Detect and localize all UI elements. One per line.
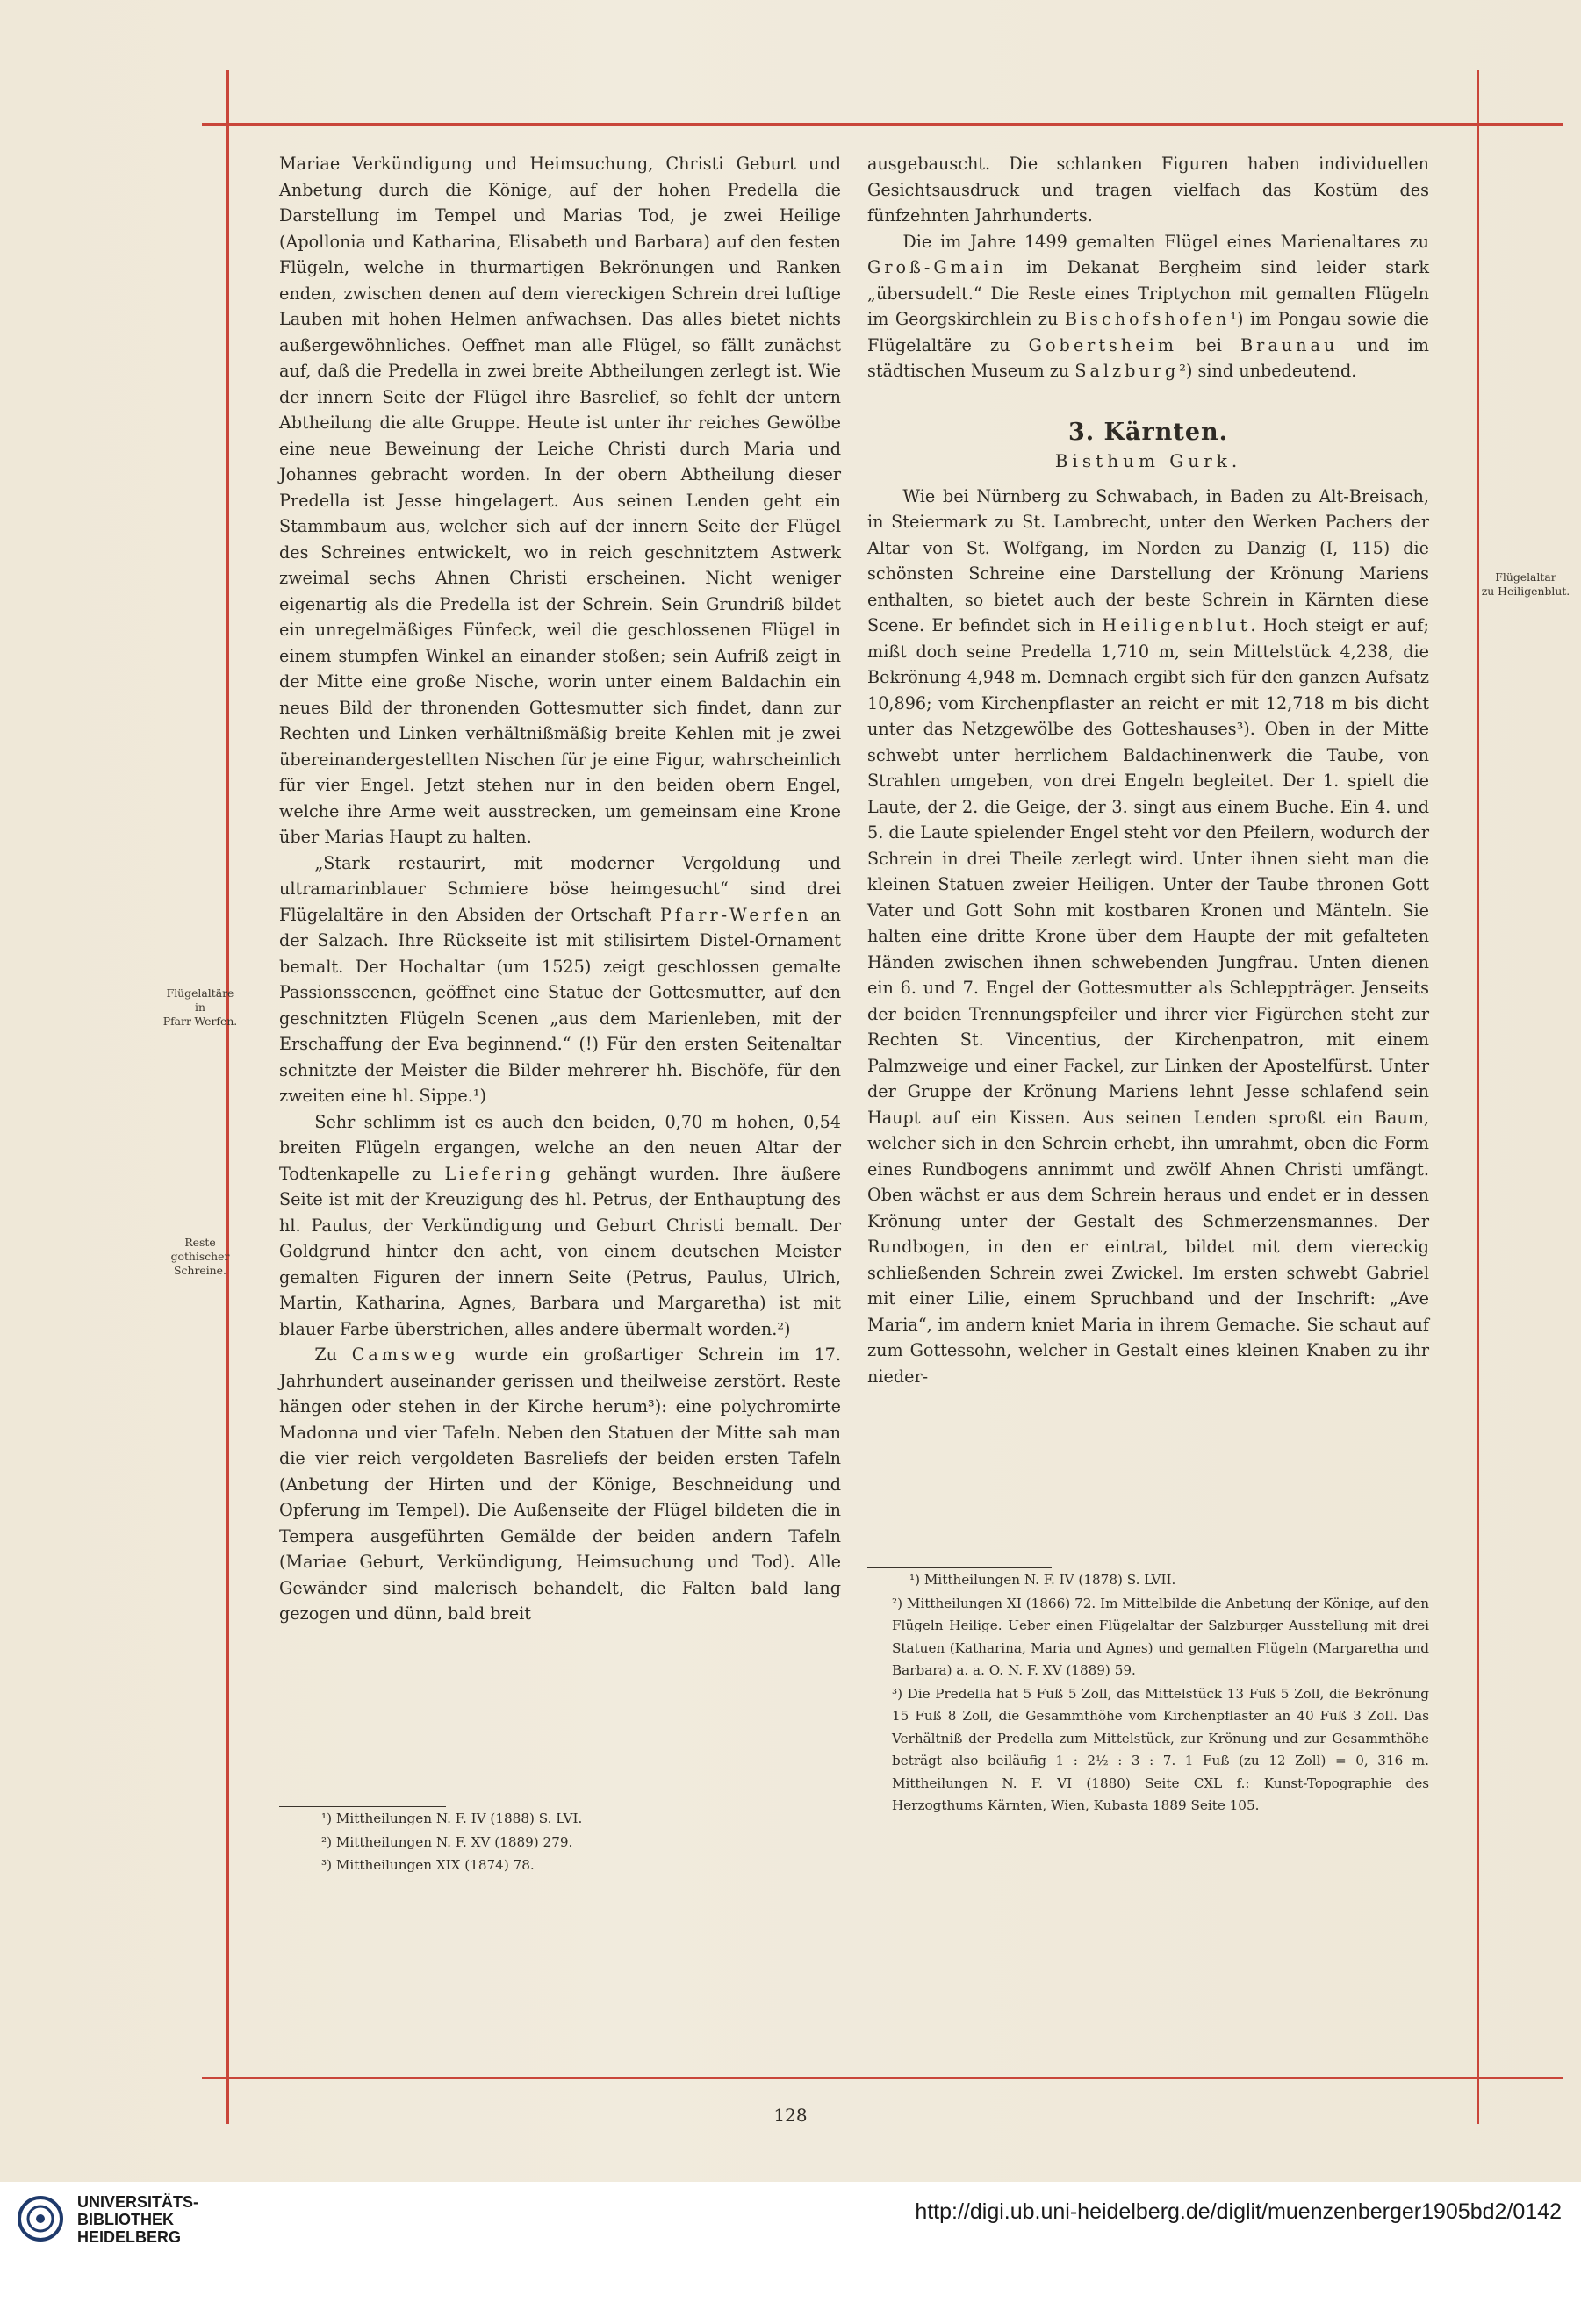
text-run: „Stark restaurirt, mit moderner Vergoldung und ultramarinblauer Schmiere böse heimgesucht“ sind drei Flügelaltäre in den Absiden der Ortschaft: [279, 852, 841, 925]
footnote-divider: [279, 1806, 446, 1807]
margin-note-line: zu Heiligenblut.: [1481, 585, 1570, 598]
margin-note-line: Pfarr-Werfen.: [162, 1015, 238, 1028]
place-name: Pfarr-Werfen: [659, 904, 812, 925]
frame-rule-left: [226, 70, 229, 2124]
paragraph: [279, 1342, 841, 1627]
paragraph: [867, 229, 1429, 384]
paragraph: [279, 1109, 841, 1343]
frame-rule-right: [1477, 70, 1479, 2124]
institution-name: [77, 2193, 198, 2246]
footnote: ²) Mittheilungen XI (1866) 72. Im Mittelbilde die Anbetung der Könige, auf den Flügeln Heilige. Ueber einen Flügelaltar der Salzburger Ausstellung mit drei Statuen (Katharina, Maria und Agnes) und gemalten Flügeln (Margaretha und Barbara) a. a. O. N. F. XV (1889) 59.: [892, 1595, 1429, 1678]
place-name: Bischofshofen: [1064, 309, 1231, 329]
paragraph: ausgebauscht. Die schlanken Figuren haben individuellen Gesichtsausdruck und tragen vielfach das Kostüm des fünfzehnten Jahrhunderts.: [867, 154, 1429, 226]
paragraph: [867, 484, 1429, 1390]
text-run: im Dekanat Bergheim sind leider stark „übersudelt.“ Die Reste eines Triptychon mit gemalten Flügeln im Georgskirchlein zu: [867, 257, 1429, 329]
footnote: ³) Die Predella hat 5 Fuß 5 Zoll, das Mittelstück 13 Fuß 5 Zoll, die Bekrönung 15 Fuß 8 Zoll, die Gesammthöhe vom Kirchenpflaster an 40 Fuß 3 Zoll. Das Verhältniß der Predella zum Mittelstück, zur Krönung und zur Gesammthöhe beträgt also beiläufig 1 : 2½ : 3 : 7. 1 Fuß (zu 12 Zoll) = 0, 316 m. Mittheilungen N. F. VI (1880) Seite CXL f.: Kunst-Topographie des Herzogthums Kärnten, Wien, Kubasta 1889 Seite 105.: [892, 1685, 1429, 1813]
place-name: Groß-Gmain: [867, 257, 1007, 277]
footnote: ³) Mittheilungen XIX (1874) 78.: [321, 1857, 535, 1873]
section-subheading: Bisthum Gurk.: [1054, 450, 1242, 471]
place-name: Camsweg: [351, 1345, 459, 1365]
right-footnotes: [867, 1569, 1429, 1818]
right-column: [867, 151, 1429, 1389]
institution-line: UNIVERSITÄTS-: [77, 2193, 199, 2211]
place-name: Liefering: [444, 1163, 555, 1184]
institution-line: HEIDELBERG: [77, 2228, 182, 2246]
margin-note-line: Reste: [184, 1236, 216, 1249]
paragraph: Mariae Verkündigung und Heimsuchung, Christi Geburt und Anbetung durch die Könige, auf der hohen Predella die Darstellung im Tempel und Marias Tod, je zwei Heilige (Apollonia und Katharina, Elisabeth und Barbara) auf den festen Flügeln, welche in thurmartigen Bekrönungen und Ranken enden, zwischen denen auf dem viereckigen Schrein drei luftige Lauben mit hohen Helmen anfwachsen. Das alles bietet nichts außergewöhnliches. Oeffnet man alle Flügel, so fällt zunächst auf, daß die Predella in zwei breite Abtheilungen zerlegt ist. Wie der innern Seite der Flügel ihre Basrelief, so fehlt der untern Abtheilung die alte Gruppe. Heute ist unter ihr reiches Gewölbe eine neue Beweinung der Leiche Christi durch Maria und Johannes gebracht worden. In der obern Abtheilung dieser Predella ist Jesse hingelagert. Aus seinen Lenden geht ein Stammbaum aus, welcher sich auf der innern Seite der Flügel des Schreines entwickelt, wo in reich geschnitztem Astwerk zweimal sechs Ahnen Christi erscheinen. Nicht weniger eigenartig als die Predella ist der Schrein. Sein Grundriß bildet ein unregelmäßiges Fünfeck, weil die geschlossenen Flügel in einem stumpfen Winkel an einander stoßen; sein Aufriß zeigt in der Mitte eine große Nische, worin unter einem Baldachin ein neues Bild der thronenden Gottesmutter sich findet, dann zur Rechten und Linken verhältnißmäßig breite Kehlen mit je zwei übereinandergestellten Nischen für je eine Figur, wahrscheinlich für vier Engel. Jetzt stehen nur in den beiden obern Engel, welche ihre Arme weit ausstrecken, um gemeinsam eine Krone über Marias Haupt zu halten.: [279, 154, 841, 847]
institution-line: BIBLIOTHEK: [77, 2211, 174, 2228]
place-name: Braunau: [1240, 334, 1339, 355]
paragraph: [279, 850, 841, 1109]
margin-note-line: in: [195, 1001, 205, 1014]
place-name: Heiligenblut: [1102, 615, 1251, 635]
text-run: Zu: [314, 1345, 352, 1365]
margin-note-pfarr-werfen: [147, 986, 253, 1029]
page-number: 128: [773, 2105, 808, 2126]
footnote: ¹) Mittheilungen N. F. IV (1878) S. LVII.: [909, 1572, 1176, 1588]
margin-note-line: Schreine.: [174, 1264, 226, 1277]
margin-note-reste: [147, 1236, 253, 1278]
margin-note-line: Flügelaltäre: [166, 986, 234, 1000]
left-column: [279, 151, 841, 1627]
section-heading: 3. Kärnten.: [1067, 418, 1229, 446]
text-run: Sehr schlimm ist es auch den beiden, 0,70 m hohen, 0,54 breiten Flügeln ergangen, welche an den neuen Altar der Todtenkapelle zu: [279, 1111, 841, 1184]
frame-rule-bottom: [202, 2077, 1563, 2079]
text-run: wurde ein großartiger Schrein im 17. Jahrhundert auseinander gerissen und theilweise zerstört. Reste hängen oder stehen in der Kirche herum³): eine polychromirte Madonna und vier Tafeln. Neben den Statuen der Mitte sah man die vier reich vergoldeten Basreliefs der beiden ersten Tafeln (Anbetung der Hirten und der Könige, Beschneidung und Opferung im Tempel). Die Außenseite der Flügel bildeten die in Tempera ausgeführten Gemälde der beiden andern Tafeln (Mariae Geburt, Verkündigung, Heimsuchung und Tod). Alle Gewänder sind malerisch behandelt, die Falten bald lang gezogen und dünn, bald breit: [279, 1345, 841, 1624]
text-run: ¹) im Pongau sowie die Flügelaltäre zu: [867, 309, 1429, 355]
place-name: Salzburg: [1074, 361, 1180, 381]
text-run: Wie bei Nürnberg zu Schwabach, in Baden zu Alt-Breisach, in Steiermark zu St. Lambrecht, unter den Werken Pachers der Altar von St. Wolfgang, im Norden zu Danzig (I, 115) die schönsten Schreine eine Darstellung der Krönung Mariens enthalten, so bietet auch der beste Schrein in Kärnten diese Scene. Er befindet sich in: [867, 485, 1429, 635]
frame-rule-top: [202, 123, 1563, 126]
footnote-divider: [867, 1567, 1052, 1568]
margin-note-line: Flügelaltar: [1495, 570, 1556, 584]
text-run: . Hoch steigt er auf; mißt doch seine Predella 1,710 m, sein Mittelstück 4,238, die Bekrönung 4,948 m. Demnach ergibt sich für den ganzen Aufsatz 10,896; vom Kirchenpflaster an reicht er mit 12,718 m bis dicht unter das Netzgewölbe des Gotteshauses³). Oben in der Mitte schwebt unter herrlichem Baldachinenwerk die Taube, von Strahlen umgeben, von drei Engeln begleitet. Der 1. spielt die Laute, der 2. die Geige, der 3. singt aus einem Buche. Ein 4. und 5. die Laute spielender Engel steht vor den Pfeilern, wodurch der Schrein in drei Theile zerlegt wird. Unter ihnen sieht man die kleinen Statuen zweier Heiligen. Unter der Taube thronen Gott Vater und Gott Sohn mit kostbaren Kronen und Mänteln. Sie halten eine dritte Krone über dem Haupte der mit gefalteten Händen zwischen ihnen schwebenden Jungfrau. Unten dienen ein 6. und 7. Engel der Gottesmutter als Schleppträger. Jenseits der beiden Trennungspfeiler und ihrer vier Figürchen steht zur Rechten St. Vincentius, der Kirchenpatron, mit einem Palmzweige und einer Fackel, zur Linken der Apostelfürst. Unter der Gruppe der Krönung Mariens lehnt Jesse schlafend sein Haupt auf ein Kissen. Aus seinen Lenden sproßt ein Baum, welcher sich in den Schrein erhebt, ihn umrahmt, oben die Form eines Rundbogens annimmt und zwölf Ahnen Christi umfängt. Oben wächst er aus dem Schrein heraus und endet er in dessen Krönung unter der Gestalt des Schmerzensmannes. Der Rundbogen, in den er eintrat, bildet mit dem viereckig schließenden Schrein zwei Zwickel. Im ersten schwebt Gabriel mit einer Lilie, einem Spruchband und der Inschrift: „Ave Maria“, im andern kniet Maria in ihrem Gemache. Sie schaut auf zum Gottessohn, welcher in Gestalt eines kleinen Knaben zu ihr nieder-: [867, 615, 1429, 1387]
source-url-link[interactable]: http://digi.ub.uni-heidelberg.de/diglit/muenzenberger1905bd2/0142: [915, 2199, 1562, 2224]
left-footnotes: [279, 1808, 841, 1878]
text-run: bei: [1176, 334, 1241, 355]
text-run: und im städtischen Museum zu: [867, 334, 1429, 381]
margin-note-line: gothischer: [170, 1250, 230, 1263]
footnote: ²) Mittheilungen N. F. XV (1889) 279.: [321, 1833, 573, 1850]
text-run: an der Salzach. Ihre Rückseite ist mit stilisirtem Distel-Ornament bemalt. Der Hochaltar (um 1525) zeigt geschlossen gemalte Passionsscenen, geöffnet eine Statue der Gottesmutter, auf den geschnitzten Flügeln Scenen „aus dem Marienleben, mit der Erschaffung der Eva beginnend.“ (!) Für den ersten Seitenaltar schnitzte der Meister die Bilder mehrerer hh. Bischöfe, für den zweiten eine hl. Sippe.¹): [279, 904, 841, 1106]
text-run: Die im Jahre 1499 gemalten Flügel eines Marienaltares zu: [902, 231, 1429, 252]
text-run: ²) sind unbedeutend.: [1179, 361, 1357, 381]
place-name: Gobertsheim: [1028, 334, 1177, 355]
university-library-logo-icon: [16, 2194, 65, 2243]
text-run: gehängt wurden. Ihre äußere Seite ist mit der Kreuzigung des hl. Petrus, der Enthauptung des hl. Paulus, der Verkündigung und Geburt Christi bemalt. Der Goldgrund hinter den acht, von einem deutschen Meister gemalten Figuren der innern Seite (Petrus, Paulus, Ulrich, Martin, Katharina, Agnes, Barbara und Margaretha) ist mit blauer Farbe überstrichen, alles andere übermalt worden.²): [279, 1163, 841, 1339]
footnote: ¹) Mittheilungen N. F. IV (1888) S. LVI.: [321, 1811, 583, 1826]
margin-note-heiligenblut: [1471, 570, 1580, 599]
